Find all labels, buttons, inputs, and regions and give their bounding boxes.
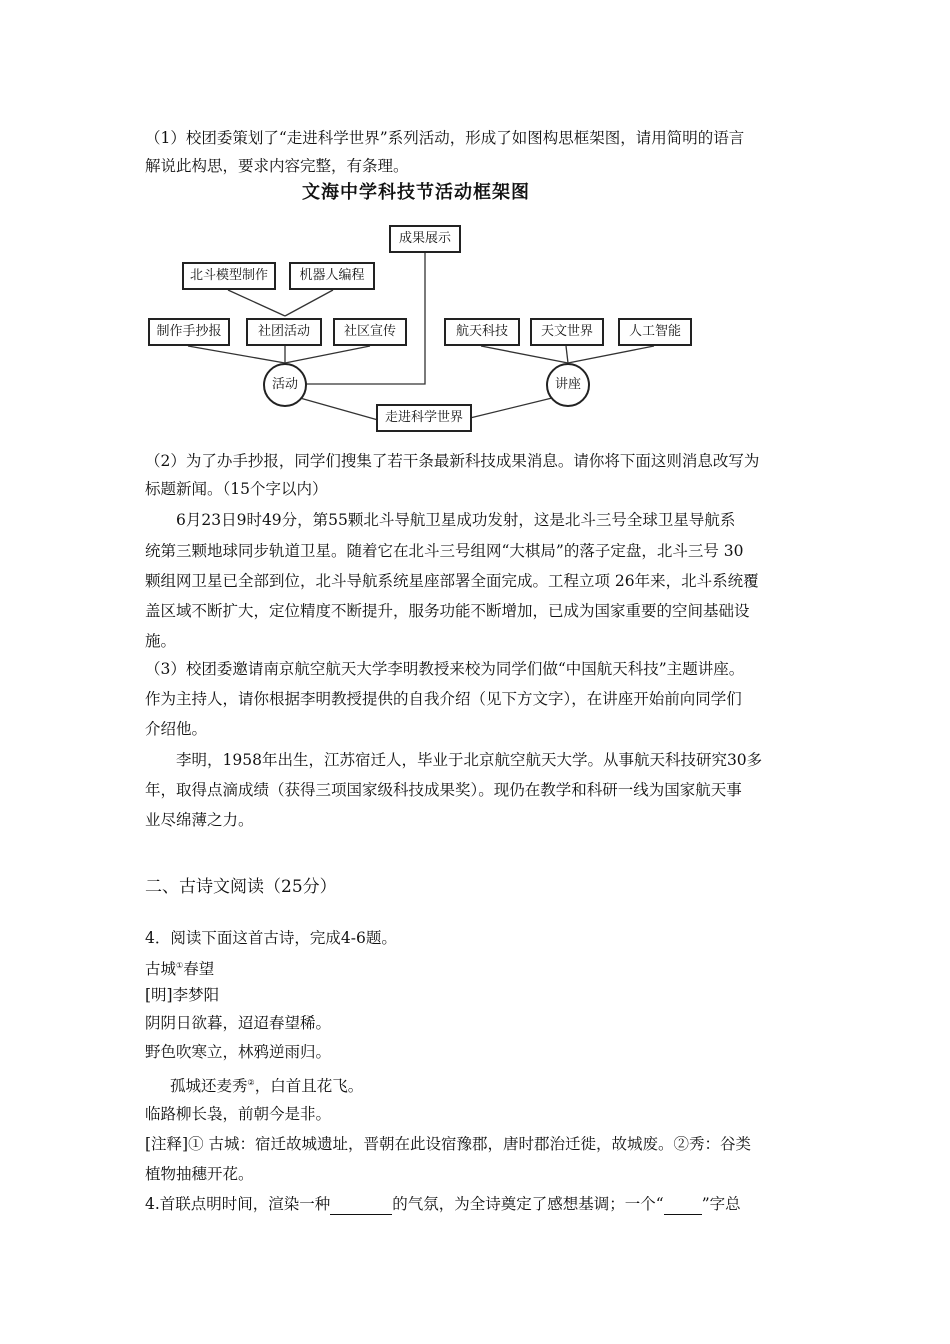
section-heading: 二、古诗文阅读（25分） — [145, 877, 337, 897]
connector-aerospace-lecture — [481, 346, 568, 363]
q2-line2: 标题新闻。（15个字以内） — [145, 480, 328, 498]
connector-robot-club — [285, 290, 333, 316]
bio-line: 年，取得点滴成绩（获得三项国家级科技成果奖）。现仍在教学和科研一线为国家航天事 — [145, 781, 742, 799]
node-aerospace-tech: 航天科技 — [444, 318, 520, 346]
diagram-title: 文海中学科技节活动框架图 — [302, 182, 530, 203]
answer-blank[interactable] — [664, 1194, 702, 1215]
q2-line1: （2）为了办手抄报，同学们搜集了若干条最新科技成果消息。请你将下面这则消息改写为 — [145, 452, 760, 470]
answer-blank[interactable] — [330, 1194, 392, 1215]
poem-line: 临路柳长袅，前朝今是非。 — [145, 1105, 332, 1123]
node-lecture: 讲座 — [546, 363, 590, 407]
q3-line: （3）校团委邀请南京航空航天大学李明教授来校为同学们做“中国航天科技”主题讲座。 — [145, 660, 745, 678]
node-activity: 活动 — [263, 363, 307, 407]
node-astronomy-world: 天文世界 — [530, 318, 604, 346]
q1-line2: 解说此构思，要求内容完整，有条理。 — [145, 157, 409, 175]
poem-line: 野色吹寒立，林鸦逆雨归。 — [145, 1043, 332, 1061]
footnote-marker: ① — [176, 961, 184, 970]
node-robot-programming: 机器人编程 — [289, 262, 375, 290]
node-club-activity: 社团活动 — [246, 318, 322, 346]
poem-notes: 植物抽穗开花。 — [145, 1165, 254, 1183]
node-community-promo: 社区宣传 — [333, 318, 407, 346]
connector-handnews-activity — [188, 346, 285, 363]
news-line: 施。 — [145, 632, 177, 650]
poem-author: [明]李梦阳 — [145, 986, 220, 1004]
poem-notes: [注释]① 古城：宿迁故城遗址，晋朝在此设宿豫郡，唐时郡治迁徙，故城废。②秀：谷类 — [145, 1135, 752, 1153]
node-artificial-intelligence: 人工智能 — [618, 318, 692, 346]
connector-activity-world — [300, 398, 378, 420]
footnote-marker: ② — [247, 1078, 255, 1087]
bio-line: 李明，1958年出生，江苏宿迁人，毕业于北京航空航天大学。从事航天科技研究30多 — [176, 751, 763, 769]
news-line: 6月23日9时49分，第55颗北斗导航卫星成功发射，这是北斗三号全球卫星导航系 — [176, 511, 736, 529]
connector-astronomy-lecture — [566, 346, 568, 363]
poem-intro: 4．阅读下面这首古诗，完成4-6题。 — [145, 929, 397, 947]
news-line: 盖区域不断扩大，定位精度不断提升，服务功能不断增加，已成为国家重要的空间基础设 — [145, 602, 750, 620]
poem-title: 古城①春望 — [145, 960, 215, 979]
connector-lecture-world — [470, 398, 552, 418]
node-beidou-model: 北斗模型制作 — [182, 262, 276, 290]
question-4: 4.首联点明时间，渲染一种 的气氛，为全诗奠定了感想基调；一个“ ”字总 — [145, 1195, 741, 1213]
q3-line: 介绍他。 — [145, 720, 208, 738]
poem-line: 阴阴日欲暮，迢迢春望稀。 — [145, 1014, 332, 1032]
connector-ai-lecture — [568, 346, 654, 363]
node-hand-newspaper: 制作手抄报 — [148, 318, 230, 346]
poem-line: 孤城还麦秀②，白首且花飞。 — [170, 1077, 364, 1096]
node-enter-science-world: 走进科学世界 — [376, 404, 472, 432]
news-line: 统第三颗地球同步轨道卫星。随着它在北斗三号组网“大棋局”的落子定盘，北斗三号 30 — [145, 542, 744, 560]
q1-line1: （1）校团委策划了“走进科学世界”系列活动，形成了如图构思框架图，请用简明的语言 — [145, 129, 745, 147]
connector-community-activity — [285, 346, 370, 363]
connector-beidou-club — [228, 290, 285, 316]
bio-line: 业尽绵薄之力。 — [145, 811, 254, 829]
news-line: 颗组网卫星已全部到位，北斗导航系统星座部署全面完成。工程立项 26年来，北斗系统覆 — [145, 572, 759, 590]
node-result: 成果展示 — [389, 225, 461, 253]
q3-line: 作为主持人，请你根据李明教授提供的自我介绍（见下方文字），在讲座开始前向同学们 — [145, 690, 742, 708]
